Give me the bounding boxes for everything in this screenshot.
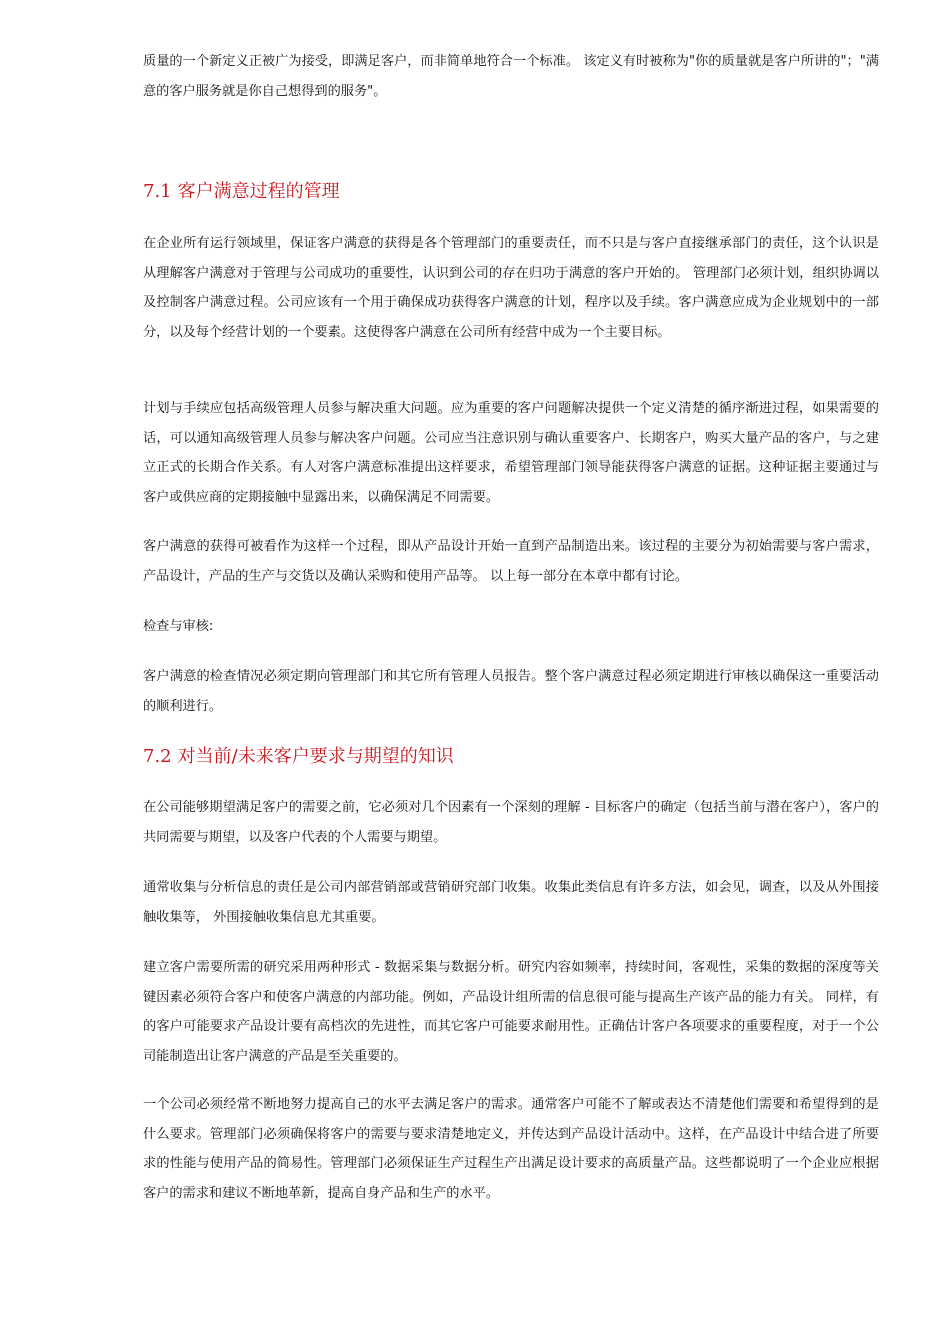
section-number: 7.1 <box>143 181 172 202</box>
paragraph: 通常收集与分析信息的责任是公司内部营销部或营销研究部门收集。收集此类信息有许多方法，如会见，调查，以及从外围接触收集等， 外围接触收集信息尤其重要。 <box>143 880 879 925</box>
section-7-2-heading <box>143 745 879 769</box>
paragraph: 建立客户需要所需的研究采用两种形式 - 数据采集与数据分析。研究内容如频率，持续时间，客观性，采集的数据的深度等关键因素必须符合客户和使客户满意的内部功能。例如，产品设计组所需的信息很可能与提高生产该产品的能力有关。 同样，有的客户可能要求产品设计要有高档次的先进性，而其它客户可能要求耐用性。正确估计客户各项要求的重要程度，对于一个公司能制造出让客户满意的产品是至关重要的。 <box>143 960 879 1064</box>
paragraph: 在企业所有运行领域里，保证客户满意的获得是各个管理部门的重要责任，而不只是与客户直接继承部门的责任，这个认识是从理解客户满意对于管理与公司成功的重要性，认识到公司的存在归功于满意的客户开始的。 管理部门必须计划，组织协调以及控制客户满意过程。公司应该有一个用于确保成功获得客户满意的计划，程序以及手续。客户满意应成为企业规划中的一部分，以及每个经营计划的一个要素。这使得客户满意在公司所有经营中成为一个主要目标。 <box>143 236 879 340</box>
section-number: 7.2 <box>143 746 172 767</box>
section-title: 对当前/未来客户要求与期望的知识 <box>177 746 454 767</box>
subheading-inspection: 检查与审核: <box>143 619 214 634</box>
paragraph: 计划与手续应包括高级管理人员参与解决重大问题。应为重要的客户问题解决提供一个定义清楚的循序渐进过程，如果需要的话，可以通知高级管理人员参与解决客户问题。公司应当注意识别与确认重要客户、长期客户，购买大量产品的客户，与之建立正式的长期合作关系。有人对客户满意标准提出这样要求，希望管理部门领导能获得客户满意的证据。这种证据主要通过与客户或供应商的定期接触中显露出来，以确保满足不同需要。 <box>143 401 879 505</box>
intro-paragraph: 质量的一个新定义正被广为接受，即满足客户，而非简单地符合一个标准。 该定义有时被称为"你的质量就是客户所讲的"；"满意的客户服务就是你自己想得到的服务"。 <box>143 54 879 99</box>
section-7-1-heading <box>143 180 879 204</box>
paragraph: 客户满意的获得可被看作为这样一个过程，即从产品设计开始一直到产品制造出来。该过程的主要分为初始需要与客户需求，产品设计，产品的生产与交货以及确认采购和使用产品等。 以上每一部分在本章中都有讨论。 <box>143 539 879 584</box>
section-title: 客户满意过程的管理 <box>177 181 340 202</box>
paragraph: 在公司能够期望满足客户的需要之前，它必须对几个因素有一个深刻的理解 - 目标客户的确定（包括当前与潜在客户），客户的共同需要与期望，以及客户代表的个人需要与期望。 <box>143 800 879 845</box>
paragraph: 客户满意的检查情况必须定期向管理部门和其它所有管理人员报告。整个客户满意过程必须定期进行审核以确保这一重要活动的顺利进行。 <box>143 669 879 714</box>
paragraph: 一个公司必须经常不断地努力提高自己的水平去满足客户的需求。通常客户可能不了解或表达不清楚他们需要和希望得到的是什么要求。管理部门必须确保将客户的需要与要求清楚地定义，并传达到产品设计活动中。这样，在产品设计中结合进了所要求的性能与使用产品的简易性。管理部门必须保证生产过程生产出满足设计要求的高质量产品。这些都说明了一个企业应根据客户的需求和建议不断地革新，提高自身产品和生产的水平。 <box>143 1097 879 1201</box>
